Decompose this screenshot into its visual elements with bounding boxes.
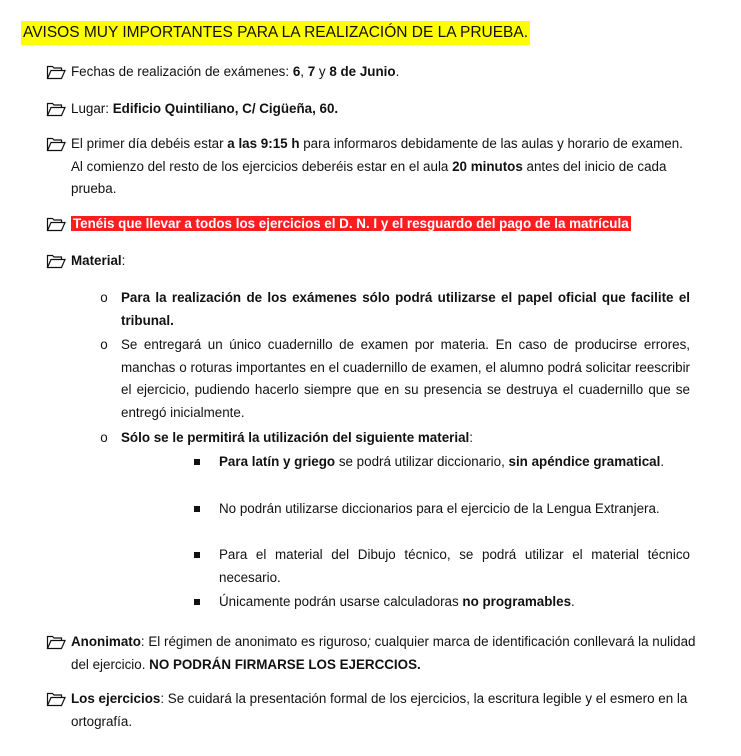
- text: se podrá utilizar diccionario,: [335, 454, 509, 469]
- open-folder-icon: [46, 64, 66, 80]
- text: : Se cuidará la presentación formal de los ejercicios, la escritura legible y el esmero en la ortografía.: [71, 691, 688, 729]
- material-sub-item-1: [97, 287, 690, 332]
- material-sub-item-2: [97, 334, 690, 424]
- allowed-material-text-2: No podrán utilizarse diccionarios para el ejercicio de la Lengua Extranjera.: [219, 501, 660, 516]
- text: sin apéndice gramatical: [508, 454, 661, 469]
- material-sub-text-2: Se entregará un único cuadernillo de examen por materia. En caso de producirse errores, manchas o roturas importantes en el cuadernillo de examen, el alumno podrá solicitar reescribir el ejercicio, pudiendo hacerlo siempre que en su presencia se destruya el cuadernillo que se entregó inicialmente.: [121, 337, 690, 420]
- notice-exercises-text: [71, 688, 696, 733]
- allowed-material-text-3: Para el material del Dibujo técnico, se podrá utilizar el material técnico necesario.: [219, 547, 690, 585]
- material-sub-text-3: [121, 427, 690, 450]
- material-sub-item-3: [97, 427, 690, 450]
- text: : El régimen de anonimato es riguroso: [140, 634, 368, 649]
- text: no programables: [462, 594, 572, 609]
- material-sub-text-1: [121, 287, 690, 332]
- circle-bullet: o: [100, 430, 108, 445]
- text: cualquier marca de identificación conllevará la nulidad del ejercicio.: [71, 634, 696, 672]
- text: Para latín y griego: [219, 454, 336, 469]
- notice-dni: [46, 213, 726, 236]
- allowed-material-2: [194, 498, 690, 521]
- text: para informaros debidamente de las aulas y horario de examen. Al comienzo del resto de los ejercicios deberéis estar en el aula: [71, 136, 683, 174]
- anonymity-label: Anonimato: [71, 634, 141, 649]
- text: Sólo se le permitirá la utilización del siguiente material: [121, 430, 470, 445]
- circle-bullet: o: [100, 290, 108, 305]
- circle-bullet: o: [100, 337, 108, 352]
- allowed-material-1: [194, 451, 690, 474]
- notice-location-text: [71, 98, 696, 121]
- open-folder-icon: [46, 634, 66, 650]
- open-folder-icon: [46, 136, 66, 152]
- exercises-label: Los ejercicios: [71, 691, 161, 706]
- material-heading: [71, 250, 696, 273]
- open-folder-icon: [46, 691, 66, 707]
- notice-first-day-text: [71, 133, 696, 201]
- colon: :: [121, 253, 126, 268]
- open-folder-icon: [46, 253, 66, 269]
- period: .: [660, 454, 665, 469]
- period: .: [395, 64, 400, 79]
- notice-material: [46, 250, 696, 273]
- allowed-material-text-4: [219, 591, 690, 614]
- notice-anonymity-text: [71, 631, 696, 676]
- date-3: 8 de Junio: [329, 64, 396, 79]
- allowed-material-4: [194, 591, 690, 614]
- first-day-time: a las 9:15 h: [227, 136, 300, 151]
- text: NO PODRÁN FIRMARSE LOS EJERCCIOS.: [149, 656, 421, 672]
- date-1: 6: [292, 64, 301, 79]
- notice-exercises: [46, 688, 696, 733]
- material-label: Material: [71, 253, 122, 268]
- square-bullet: [194, 506, 200, 512]
- location-value: Edificio Quintiliano, C/ Cigüeña, 60.: [112, 101, 339, 116]
- dni-highlight: Tenéis que llevar a todos los ejercicios el D. N. I y el resguardo del pago de la matrícula: [73, 216, 629, 231]
- date-2: 7: [307, 64, 316, 79]
- notice-dates: [46, 61, 696, 84]
- period: .: [571, 594, 575, 609]
- text: Únicamente podrán usarse calculadoras: [219, 594, 463, 609]
- sep: ,: [300, 64, 308, 79]
- notice-dates-text: [71, 61, 696, 84]
- square-bullet: [194, 459, 200, 465]
- text: El primer día debéis estar: [71, 136, 228, 151]
- page-title: AVISOS MUY IMPORTANTES PARA LA REALIZACIÓN DE LA PRUEBA.: [21, 21, 530, 45]
- notice-anonymity: [46, 631, 696, 676]
- text: antes del inicio de cada prueba.: [71, 158, 667, 196]
- notice-dni-text: [71, 213, 726, 236]
- arrival-minutes: 20 minutos: [452, 158, 523, 174]
- semicolon: ;: [367, 634, 371, 649]
- dates-label: Fechas de realización de exámenes:: [71, 64, 293, 79]
- sep: y: [315, 64, 330, 79]
- text: Para la realización de los exámenes sólo podrá utilizarse el papel oficial que facilite el tribunal.: [121, 290, 690, 328]
- square-bullet: [194, 552, 200, 558]
- allowed-material-text-1: [219, 451, 690, 474]
- notice-first-day: [46, 133, 696, 201]
- location-label: Lugar:: [71, 101, 113, 116]
- notice-location: [46, 98, 696, 121]
- colon: :: [469, 430, 473, 445]
- square-bullet: [194, 599, 200, 605]
- open-folder-icon: [46, 216, 66, 232]
- open-folder-icon: [46, 101, 66, 117]
- allowed-material-3: [194, 544, 690, 589]
